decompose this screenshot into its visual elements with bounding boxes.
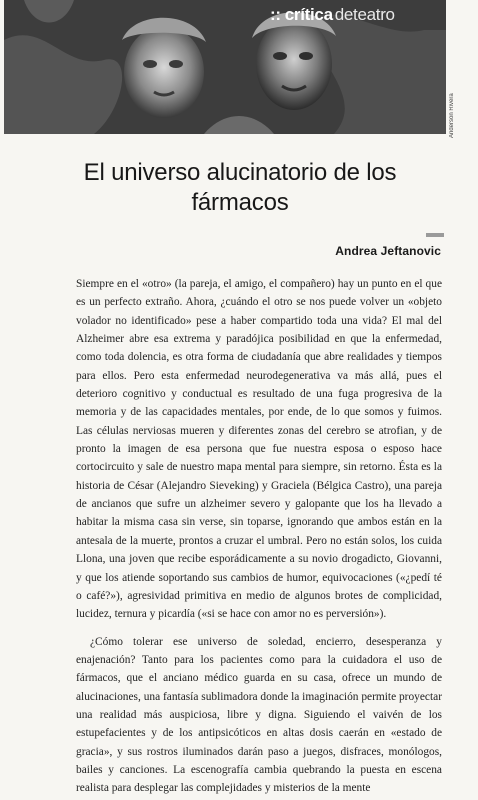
header-photo bbox=[4, 0, 446, 134]
section-tag-critica: crítica bbox=[284, 5, 333, 24]
photo-credit: Anderson Rivera bbox=[449, 93, 455, 138]
article-title: El universo alucinatorio de los fármacos bbox=[83, 159, 397, 216]
body-paragraph-2: ¿Cómo tolerar ese universo de soledad, encierro, desesperanza y enajenación? Tanto para los pacientes como para la cuidadora el uso de fármacos, que el anciano médico guarda en su casa, ofrece un mundo de alucinaciones, una fantasía sublimadora donde la imaginación permite proyectar una realidad más auspiciosa, libre y digna. Siguiendo el vaivén de los estupefacientes y de los antipsicóticos en altas dosis caerán en «estado de gracia», y sus rostros iluminados darán paso a juegos, disfraces, monólogos, bailes y canciones. La escenografía cambia quebrando la puesta en escena realista para desplegar las complejidades y misterios de la mente bbox=[76, 635, 442, 795]
byline-rule bbox=[426, 233, 444, 237]
section-tag bbox=[270, 4, 395, 26]
section-tag-teatro: deteatro bbox=[334, 5, 395, 24]
article-body bbox=[76, 275, 442, 798]
body-paragraph-1: Siempre en el «otro» (la pareja, el amigo, el compañero) hay un punto en el que es un perfecto extraño. Ahora, ¿cuándo el otro se nos puede volver un «objeto volador no identificado» pese a haber compartido toda una vida? El mal del Alzheimer abre esa extrema y paradójica posibilidad en que la enfermedad, como toda dolencia, es otra forma de ciudadanía que abre realidades y tiempos para ellos. Pero esta enfermedad neurodegenerativa va más allá, pues el deterioro cognitivo y conductual es resultado de una fuga progresiva de la memoria y de las capacidades mentales, por ende, de lo que somos y fuimos. Las células nerviosas mueren y diferentes zonas del cerebro se atrofian, y de pronto la imagen de esa persona que fue nuestra esposa o esposo hace cortocircuito y sale de nuestro mapa mental para siempre, sin retorno. Ésta es la historia de César (Alejandro Sieveking) y Graciela (Bélgica Castro), una pareja de ancianos que sufre un alzheimer severo y galopante que los ha llevado a habitar la misma casa sin verse, sin toparse, ignorando que ambos están en la antesala de la muerte, prontos a cruzar el umbral. Pero no están solos, los cuida Llona, una joven que recibe esporádicamente a su novio drogadicto, Giovanni, y que los atiende soportando sus cambios de humor, equivocaciones («¿pedí té o café?»), agresividad primitiva en medio de algunos brotes de complicidad, lucidez, ternura y picardía («si se hace con amor no es perversión»). bbox=[76, 278, 442, 621]
article-author: Andrea Jeftanovic bbox=[335, 244, 441, 258]
section-tag-dots: :: bbox=[270, 5, 281, 24]
